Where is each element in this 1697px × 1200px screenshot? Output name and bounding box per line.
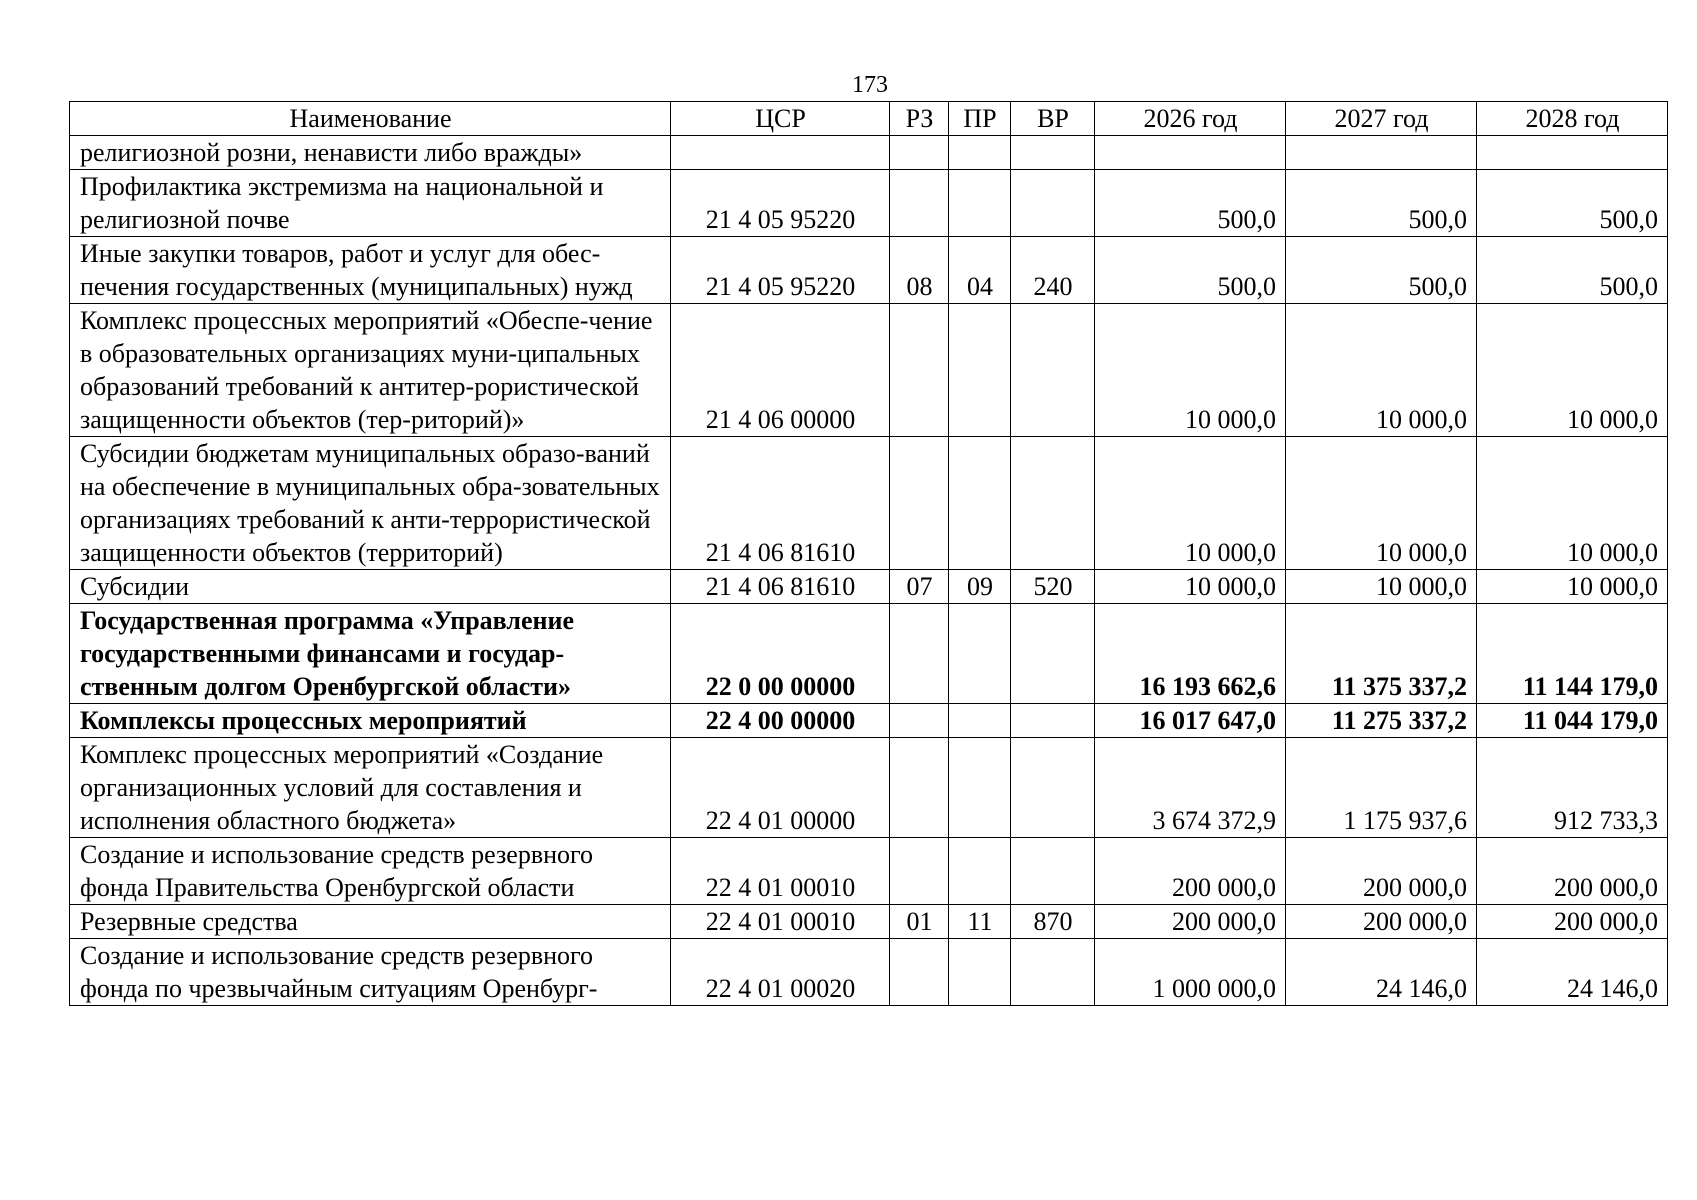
row-2026 <box>1095 136 1286 170</box>
header-2028: 2028 год <box>1477 102 1668 136</box>
row-vr <box>1011 170 1095 237</box>
row-name: Субсидии бюджетам муниципальных образо-ваний на обеспечение в муниципальных обра-зовательных организациях требований к анти-террористической защищенности объектов (территорий) <box>70 437 671 570</box>
row-2026: 200 000,0 <box>1095 905 1286 939</box>
row-pr <box>949 939 1011 1006</box>
row-csr: 21 4 05 95220 <box>671 237 890 304</box>
row-2027: 500,0 <box>1286 237 1477 304</box>
table-body <box>70 136 1668 1006</box>
row-2028: 912 733,3 <box>1477 738 1668 838</box>
row-pr <box>949 136 1011 170</box>
header-vr: ВР <box>1011 102 1095 136</box>
row-pr <box>949 304 1011 437</box>
row-name: Профилактика экстремизма на национальной и религиозной почве <box>70 170 671 237</box>
row-csr: 22 0 00 00000 <box>671 604 890 704</box>
row-vr <box>1011 304 1095 437</box>
row-name: религиозной розни, ненависти либо вражды» <box>70 136 671 170</box>
row-rz <box>890 704 949 738</box>
row-2028: 200 000,0 <box>1477 905 1668 939</box>
row-rz <box>890 170 949 237</box>
row-2028: 10 000,0 <box>1477 437 1668 570</box>
page-number: 173 <box>852 72 888 98</box>
row-pr <box>949 170 1011 237</box>
row-2027: 10 000,0 <box>1286 304 1477 437</box>
row-2028 <box>1477 136 1668 170</box>
row-csr: 21 4 05 95220 <box>671 170 890 237</box>
row-rz <box>890 738 949 838</box>
row-pr <box>949 604 1011 704</box>
row-pr: 09 <box>949 570 1011 604</box>
header-2026: 2026 год <box>1095 102 1286 136</box>
row-pr <box>949 437 1011 570</box>
row-rz <box>890 939 949 1006</box>
row-vr <box>1011 738 1095 838</box>
row-rz <box>890 437 949 570</box>
row-2028: 10 000,0 <box>1477 304 1668 437</box>
row-name: Резервные средства <box>70 905 671 939</box>
row-2027: 11 275 337,2 <box>1286 704 1477 738</box>
row-name: Комплекс процессных мероприятий «Обеспе-чение в образовательных организациях муни-ципальных образований требований к антитер-рористической защищенности объектов (тер-риторий)» <box>70 304 671 437</box>
row-csr <box>671 136 890 170</box>
header-rz: РЗ <box>890 102 949 136</box>
row-2027 <box>1286 136 1477 170</box>
row-2026: 200 000,0 <box>1095 838 1286 905</box>
row-2028: 11 044 179,0 <box>1477 704 1668 738</box>
table-row <box>70 437 1668 570</box>
row-vr <box>1011 604 1095 704</box>
row-rz: 01 <box>890 905 949 939</box>
row-csr: 21 4 06 81610 <box>671 570 890 604</box>
budget-table <box>69 101 1668 1006</box>
header-name: Наименование <box>70 102 671 136</box>
table-row <box>70 838 1668 905</box>
table-row <box>70 136 1668 170</box>
row-2026: 10 000,0 <box>1095 437 1286 570</box>
table-row <box>70 604 1668 704</box>
table-row <box>70 570 1668 604</box>
row-csr: 22 4 01 00000 <box>671 738 890 838</box>
row-2027: 200 000,0 <box>1286 905 1477 939</box>
row-2027: 200 000,0 <box>1286 838 1477 905</box>
row-pr <box>949 738 1011 838</box>
row-csr: 22 4 01 00010 <box>671 905 890 939</box>
table-row <box>70 237 1668 304</box>
header-pr: ПР <box>949 102 1011 136</box>
row-2027: 1 175 937,6 <box>1286 738 1477 838</box>
row-name: Комплексы процессных мероприятий <box>70 704 671 738</box>
table-row <box>70 704 1668 738</box>
table-row <box>70 905 1668 939</box>
header-2027: 2027 год <box>1286 102 1477 136</box>
row-2028: 500,0 <box>1477 237 1668 304</box>
row-vr: 520 <box>1011 570 1095 604</box>
row-2026: 10 000,0 <box>1095 570 1286 604</box>
row-2027: 10 000,0 <box>1286 437 1477 570</box>
row-vr <box>1011 838 1095 905</box>
row-2028: 24 146,0 <box>1477 939 1668 1006</box>
row-rz <box>890 838 949 905</box>
row-name: Создание и использование средств резервного фонда Правительства Оренбургской области <box>70 838 671 905</box>
row-rz <box>890 604 949 704</box>
table-row <box>70 304 1668 437</box>
row-name: Субсидии <box>70 570 671 604</box>
row-2026: 500,0 <box>1095 237 1286 304</box>
row-2026: 500,0 <box>1095 170 1286 237</box>
row-2028: 500,0 <box>1477 170 1668 237</box>
row-csr: 22 4 01 00020 <box>671 939 890 1006</box>
table-row <box>70 939 1668 1006</box>
row-csr: 22 4 01 00010 <box>671 838 890 905</box>
row-csr: 22 4 00 00000 <box>671 704 890 738</box>
row-name: Создание и использование средств резервного фонда по чрезвычайным ситуациям Оренбург- <box>70 939 671 1006</box>
row-vr <box>1011 136 1095 170</box>
row-2028: 200 000,0 <box>1477 838 1668 905</box>
row-2028: 11 144 179,0 <box>1477 604 1668 704</box>
row-name: Комплекс процессных мероприятий «Создание организационных условий для составления и исполнения областного бюджета» <box>70 738 671 838</box>
row-vr <box>1011 939 1095 1006</box>
row-2026: 16 193 662,6 <box>1095 604 1286 704</box>
row-2027: 10 000,0 <box>1286 570 1477 604</box>
row-2026: 1 000 000,0 <box>1095 939 1286 1006</box>
row-pr: 11 <box>949 905 1011 939</box>
row-pr <box>949 838 1011 905</box>
row-rz <box>890 136 949 170</box>
header-csr: ЦСР <box>671 102 890 136</box>
row-pr: 04 <box>949 237 1011 304</box>
row-name: Государственная программа «Управление государственными финансами и государ-ственным долгом Оренбургской области» <box>70 604 671 704</box>
table-header-row <box>70 102 1668 136</box>
row-vr <box>1011 704 1095 738</box>
row-vr <box>1011 437 1095 570</box>
row-2026: 16 017 647,0 <box>1095 704 1286 738</box>
row-rz <box>890 304 949 437</box>
row-csr: 21 4 06 81610 <box>671 437 890 570</box>
row-2026: 10 000,0 <box>1095 304 1286 437</box>
row-rz: 07 <box>890 570 949 604</box>
row-2027: 11 375 337,2 <box>1286 604 1477 704</box>
row-pr <box>949 704 1011 738</box>
row-2026: 3 674 372,9 <box>1095 738 1286 838</box>
row-2027: 500,0 <box>1286 170 1477 237</box>
row-vr: 870 <box>1011 905 1095 939</box>
row-rz: 08 <box>890 237 949 304</box>
table-row <box>70 170 1668 237</box>
table-row <box>70 738 1668 838</box>
row-csr: 21 4 06 00000 <box>671 304 890 437</box>
row-2027: 24 146,0 <box>1286 939 1477 1006</box>
row-2028: 10 000,0 <box>1477 570 1668 604</box>
row-name: Иные закупки товаров, работ и услуг для обес-печения государственных (муниципальных) нужд <box>70 237 671 304</box>
row-vr: 240 <box>1011 237 1095 304</box>
